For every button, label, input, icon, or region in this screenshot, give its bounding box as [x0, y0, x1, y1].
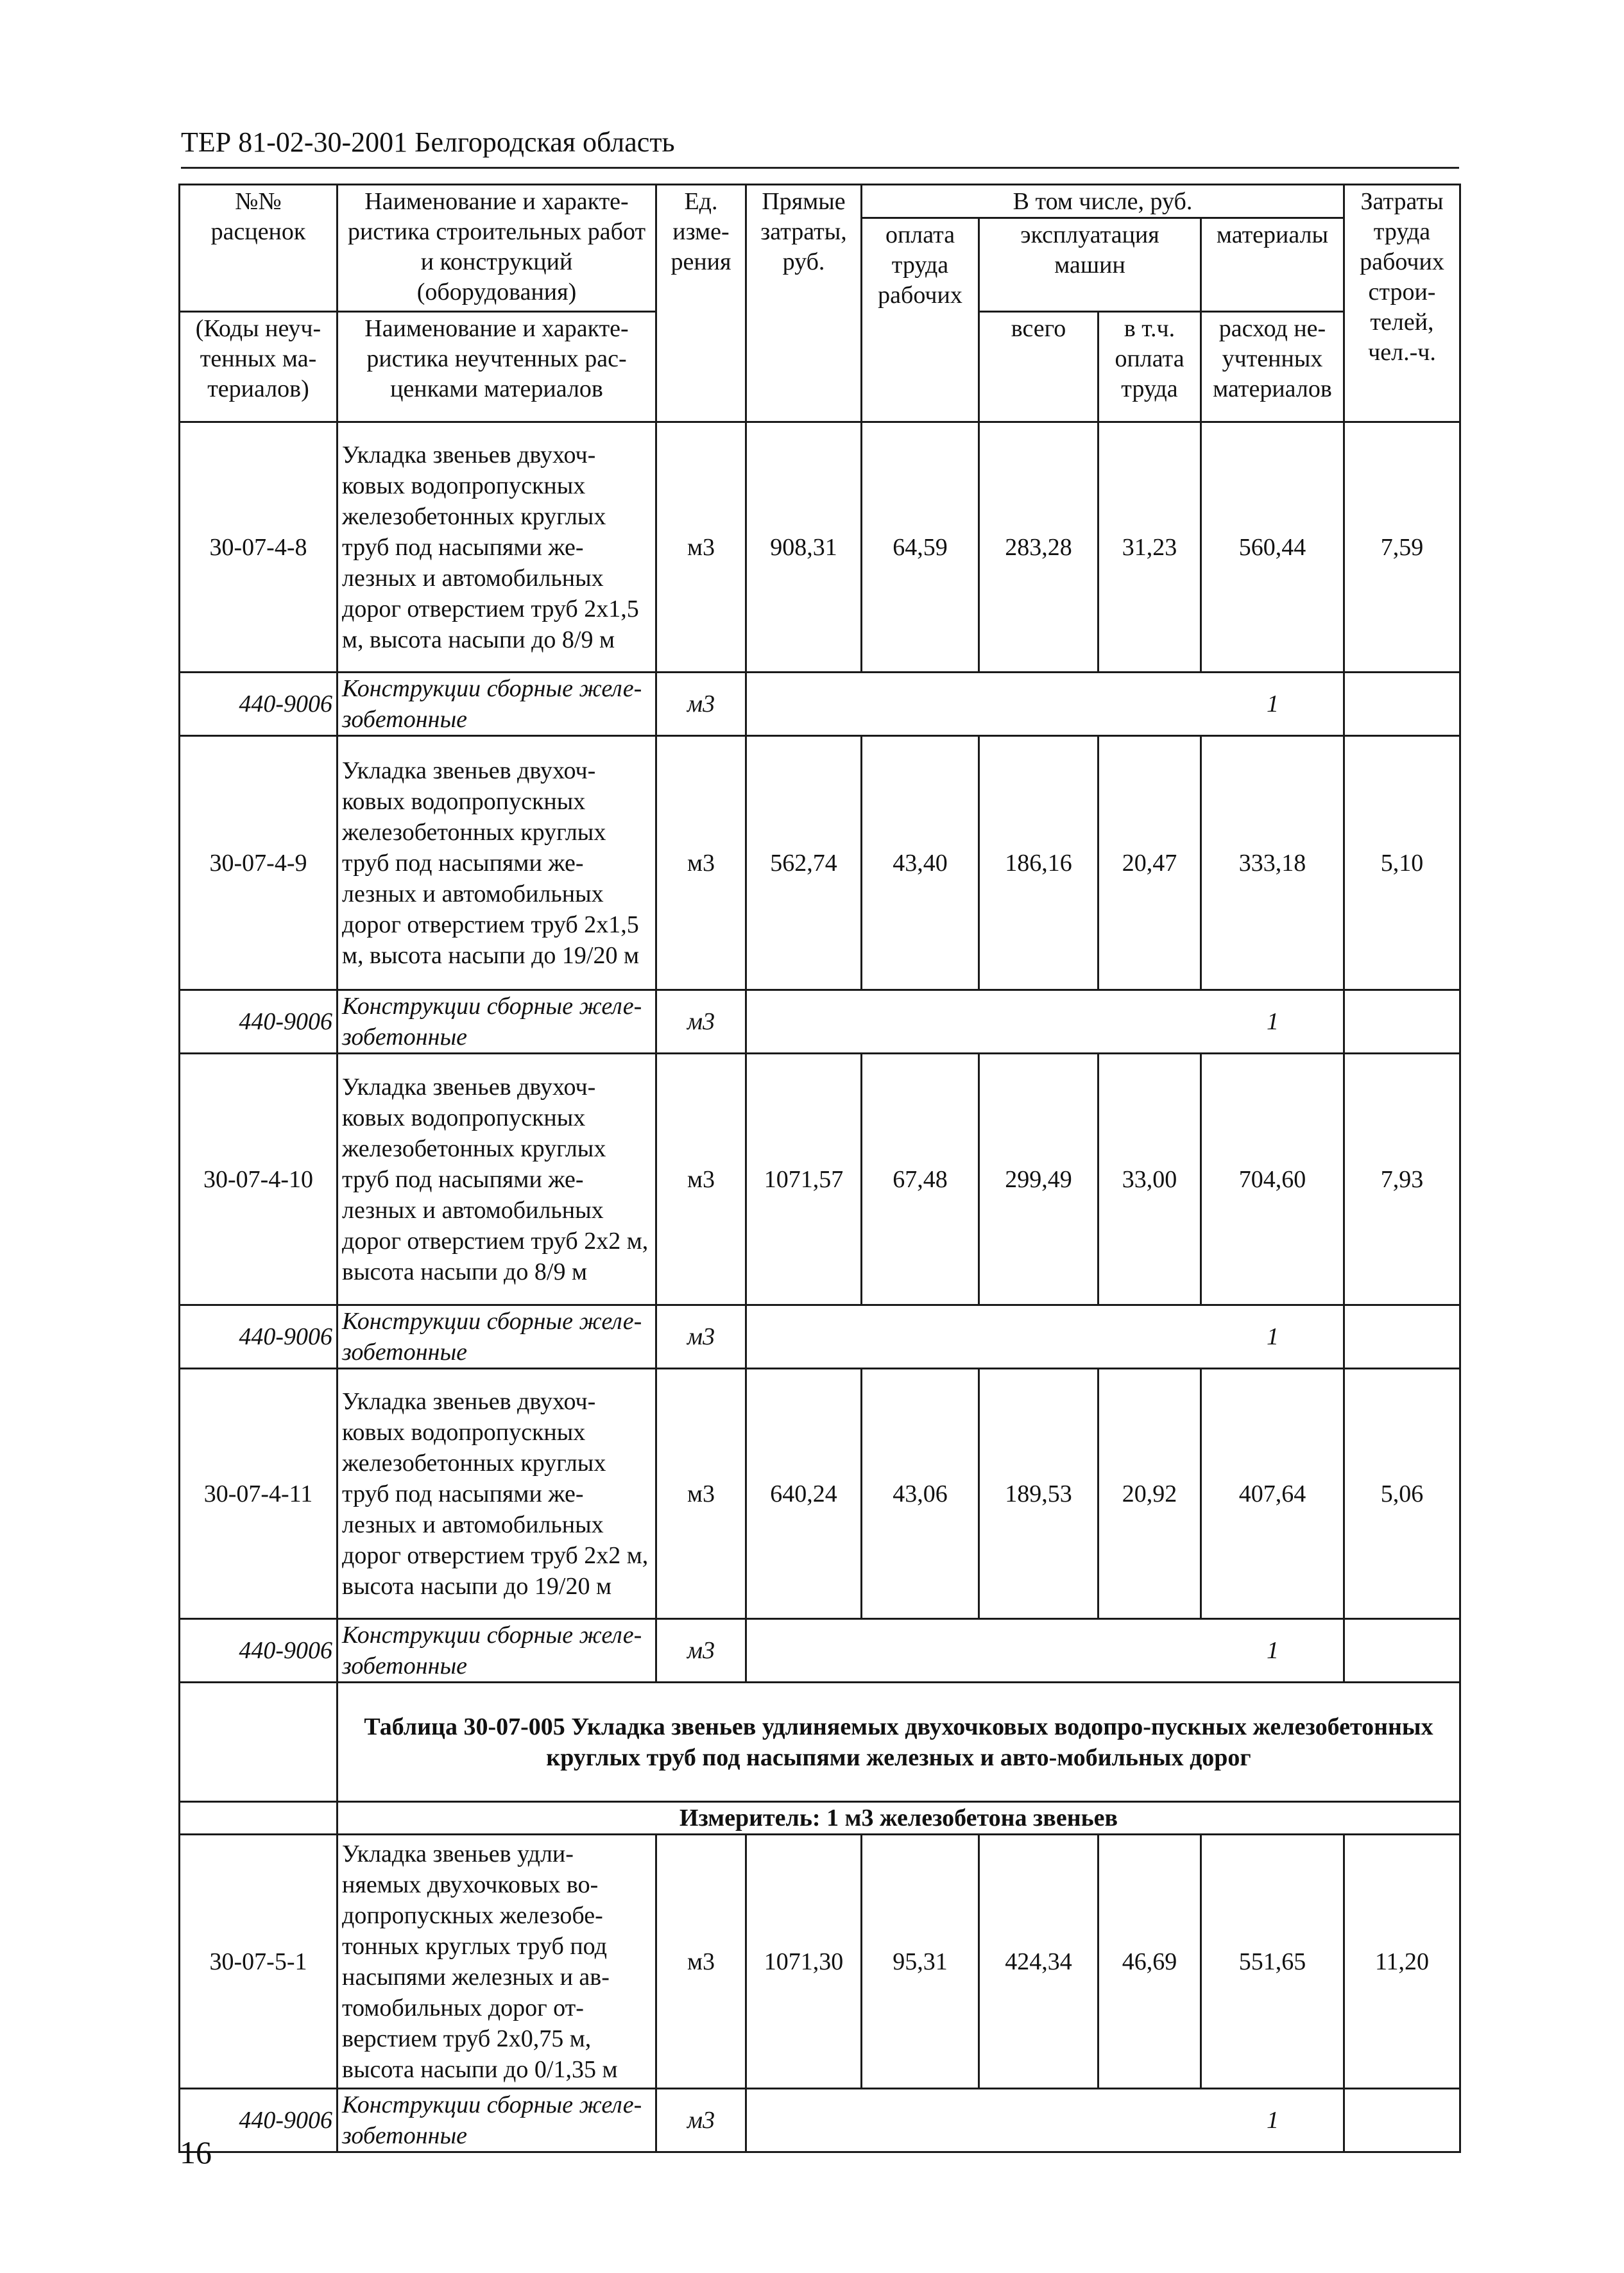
- material-quantity: 1: [746, 673, 1344, 736]
- material-code: 440-9006: [180, 990, 338, 1054]
- col-materials-header: материалы: [1201, 218, 1344, 312]
- rate-direct-cost: 640,24: [746, 1369, 862, 1619]
- measurer-empty-cell: [180, 1802, 338, 1835]
- col-incl-header: В том числе, руб.: [862, 185, 1344, 218]
- rate-labor-cost: 7,93: [1344, 1054, 1460, 1305]
- material-code: 440-9006: [180, 2089, 338, 2152]
- table-row: [180, 422, 1460, 673]
- rate-machines-labor: 46,69: [1098, 1835, 1201, 2089]
- material-unit: м3: [656, 1619, 746, 1683]
- material-empty-cell: [1344, 990, 1460, 1054]
- table-title: Таблица 30-07-005 Укладка звеньев удлиняемых двухочковых водопро-пускных железобетонных круглых труб под насыпями железных и авто-мобильных дорог: [338, 1683, 1460, 1802]
- col-name-header: Наименование и характе-ристика строительных работ и конструкций (оборудования): [338, 185, 656, 312]
- material-code: 440-9006: [180, 1305, 338, 1369]
- col-direct-header: Прямые затраты, руб.: [746, 185, 862, 422]
- material-quantity: 1: [746, 1619, 1344, 1683]
- material-row: [180, 1305, 1460, 1369]
- rate-materials: 407,64: [1201, 1369, 1344, 1619]
- col-num-label2: расценок: [210, 218, 306, 245]
- rate-labor-cost: 11,20: [1344, 1835, 1460, 2089]
- col-machines-total-header: всего: [979, 312, 1098, 422]
- col-labor-pay-header: оплата труда рабочих: [862, 218, 979, 422]
- material-quantity: 1: [746, 990, 1344, 1054]
- rate-machines-total: 189,53: [979, 1369, 1098, 1619]
- rate-unit: м3: [656, 736, 746, 990]
- rate-machines-labor: 20,47: [1098, 736, 1201, 990]
- material-code: 440-9006: [180, 673, 338, 736]
- col-machines-incl-header: в т.ч. оплата труда: [1098, 312, 1201, 422]
- rate-description: Укладка звеньев удли-няемых двухочковых во-допропускных железобе-тонных круглых труб под насыпями железных и ав-томобильных дорог от-верстием труб 2x0,75 м, высота насыпи до 0/1,35 м: [338, 1835, 656, 2089]
- material-row: [180, 990, 1460, 1054]
- rate-description: Укладка звеньев двухоч-ковых водопропускных железобетонных круглых труб под насыпями же-лезных и автомобильных дорог отверстием труб 2x2 м, высота насыпи до 19/20 м: [338, 1369, 656, 1619]
- rate-code: 30-07-4-9: [180, 736, 338, 990]
- rate-materials: 333,18: [1201, 736, 1344, 990]
- header-rule: [181, 167, 1459, 169]
- measurer-row: [180, 1802, 1460, 1835]
- material-empty-cell: [1344, 1619, 1460, 1683]
- material-description: Конструкции сборные желе-зобетонные: [338, 2089, 656, 2152]
- running-header: ТЕР 81-02-30-2001 Белгородская область: [181, 126, 675, 158]
- col-materials-unacc-header: расход не-учтенных материалов: [1201, 312, 1344, 422]
- header-row: [180, 185, 1460, 218]
- rate-labor-pay: 95,31: [862, 1835, 979, 2089]
- material-quantity: 1: [746, 2089, 1344, 2152]
- rate-machines-labor: 33,00: [1098, 1054, 1201, 1305]
- page-number: 16: [180, 2134, 212, 2170]
- rate-labor-cost: 5,10: [1344, 736, 1460, 990]
- rates-table: [178, 184, 1461, 2153]
- table-row: [180, 1054, 1460, 1305]
- col-name2-header: Наименование и характе-ристика неучтенных рас-ценками материалов: [338, 312, 656, 422]
- rate-code: 30-07-4-8: [180, 422, 338, 673]
- rate-materials: 560,44: [1201, 422, 1344, 673]
- section-title-empty-cell: [180, 1683, 338, 1802]
- rate-labor-pay: 64,59: [862, 422, 979, 673]
- material-quantity: 1: [746, 1305, 1344, 1369]
- col-machines-header: эксплуатация машин: [979, 218, 1201, 312]
- rate-description: Укладка звеньев двухоч-ковых водопропускных железобетонных круглых труб под насыпями же-лезных и автомобильных дорог отверстием труб 2x1,5 м, высота насыпи до 19/20 м: [338, 736, 656, 990]
- material-description: Конструкции сборные желе-зобетонные: [338, 1305, 656, 1369]
- rate-code: 30-07-4-11: [180, 1369, 338, 1619]
- rate-code: 30-07-5-1: [180, 1835, 338, 2089]
- rate-direct-cost: 1071,30: [746, 1835, 862, 2089]
- material-row: [180, 1619, 1460, 1683]
- col-unit-header: Ед. изме-рения: [656, 185, 746, 422]
- material-unit: м3: [656, 2089, 746, 2152]
- rate-unit: м3: [656, 422, 746, 673]
- rate-machines-total: 283,28: [979, 422, 1098, 673]
- rate-unit: м3: [656, 1369, 746, 1619]
- rate-labor-pay: 67,48: [862, 1054, 979, 1305]
- rate-labor-pay: 43,40: [862, 736, 979, 990]
- rate-materials: 704,60: [1201, 1054, 1344, 1305]
- rate-description: Укладка звеньев двухоч-ковых водопропускных железобетонных круглых труб под насыпями же-лезных и автомобильных дорог отверстием труб 2x1,5 м, высота насыпи до 8/9 м: [338, 422, 656, 673]
- rate-machines-total: 424,34: [979, 1835, 1098, 2089]
- table-row: [180, 1369, 1460, 1619]
- rate-direct-cost: 908,31: [746, 422, 862, 673]
- rate-machines-total: 186,16: [979, 736, 1098, 990]
- rate-direct-cost: 1071,57: [746, 1054, 862, 1305]
- material-row: [180, 673, 1460, 736]
- rate-machines-labor: 20,92: [1098, 1369, 1201, 1619]
- measurer: Измеритель: 1 м3 железобетона звеньев: [338, 1802, 1460, 1835]
- rate-labor-cost: 7,59: [1344, 422, 1460, 673]
- table-row: [180, 1835, 1460, 2089]
- rate-labor-cost: 5,06: [1344, 1369, 1460, 1619]
- col-num-header: [180, 185, 338, 312]
- material-description: Конструкции сборные желе-зобетонные: [338, 1619, 656, 1683]
- rate-direct-cost: 562,74: [746, 736, 862, 990]
- material-empty-cell: [1344, 673, 1460, 736]
- rate-machines-total: 299,49: [979, 1054, 1098, 1305]
- material-empty-cell: [1344, 1305, 1460, 1369]
- material-description: Конструкции сборные желе-зобетонные: [338, 990, 656, 1054]
- material-description: Конструкции сборные желе-зобетонные: [338, 673, 656, 736]
- material-code: 440-9006: [180, 1619, 338, 1683]
- rate-unit: м3: [656, 1054, 746, 1305]
- material-unit: м3: [656, 990, 746, 1054]
- material-unit: м3: [656, 1305, 746, 1369]
- material-row: [180, 2089, 1460, 2152]
- col-codes-header: (Коды неуч-тенных ма-териалов): [180, 312, 338, 422]
- rate-code: 30-07-4-10: [180, 1054, 338, 1305]
- material-empty-cell: [1344, 2089, 1460, 2152]
- rate-unit: м3: [656, 1835, 746, 2089]
- rate-materials: 551,65: [1201, 1835, 1344, 2089]
- material-unit: м3: [656, 673, 746, 736]
- col-labor-header: Затраты труда рабочих строи-телей, чел.-ч.: [1344, 185, 1460, 422]
- rate-machines-labor: 31,23: [1098, 422, 1201, 673]
- table-row: [180, 736, 1460, 990]
- rate-description: Укладка звеньев двухоч-ковых водопропускных железобетонных круглых труб под насыпями же-лезных и автомобильных дорог отверстием труб 2x2 м, высота насыпи до 8/9 м: [338, 1054, 656, 1305]
- rate-labor-pay: 43,06: [862, 1369, 979, 1619]
- section-title-row: [180, 1683, 1460, 1802]
- col-num-label: №№: [235, 188, 282, 215]
